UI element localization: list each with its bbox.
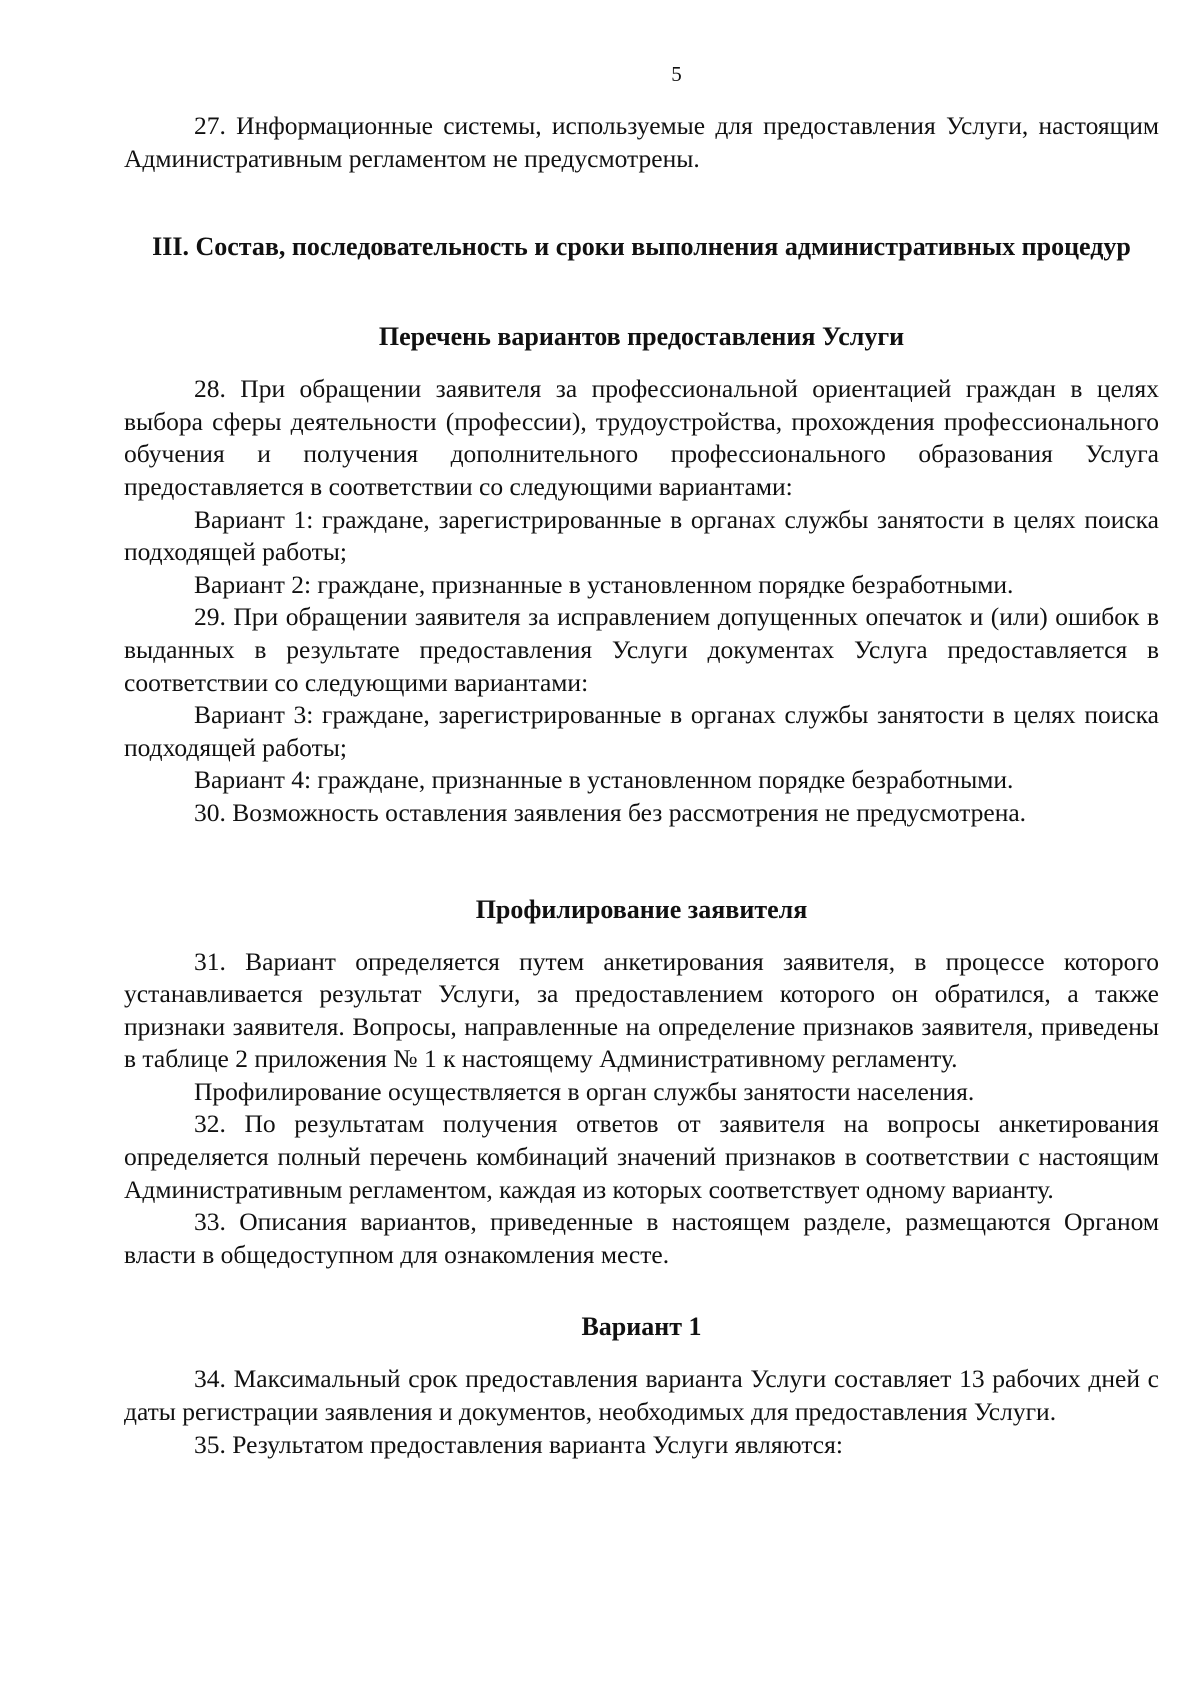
heading-profiling: Профилирование заявителя bbox=[475, 894, 808, 924]
variant-2-item: Вариант 2: граждане, признанные в установленном порядке безработными. bbox=[194, 569, 1014, 599]
paragraph-32: 32. По результатам получения ответов от заявителя на вопросы анкетирования определяется полный перечень комбинаций значений признаков в соответствии с настоящим Административным регламентом, каждая из которых соответствует одному варианту. bbox=[124, 1109, 1159, 1204]
paragraph-27: 27. Информационные системы, используемые для предоставления Услуги, настоящим Административным регламентом не предусмотрены. bbox=[124, 111, 1159, 173]
paragraph-34: 34. Максимальный срок предоставления варианта Услуги составляет 13 рабочих дней с даты регистрации заявления и документов, необходимых для предоставления Услуги. bbox=[124, 1364, 1159, 1427]
paragraph-29: 29. При обращении заявителя за исправлением допущенных опечаток и (или) ошибок в выданных в результате предоставления Услуги документах Услуга предоставляется в соответствии со следующими вариантами: bbox=[124, 602, 1159, 697]
heading-variant-1: Вариант 1 bbox=[581, 1312, 702, 1342]
section-title: III. Состав, последовательность и сроки выполнения административных процедур bbox=[152, 232, 1131, 262]
page-number: 5 bbox=[671, 62, 682, 86]
variant-4-item: Вариант 4: граждане, признанные в установленном порядке безработными. bbox=[194, 765, 1014, 795]
paragraph-28: 28. При обращении заявителя за профессиональной ориентацией граждан в целях выбора сферы деятельности (профессии), трудоустройства, прохождения профессионального обучения и получения дополнительного профессионального образования Услуга предоставляется в соответствии со следующими вариантами: bbox=[124, 374, 1159, 501]
variant-1-item: Вариант 1: граждане, зарегистрированные в органах службы занятости в целях поиска подходящей работы; bbox=[124, 504, 1159, 567]
paragraph-31: 31. Вариант определяется путем анкетирования заявителя, в процессе которого устанавливается результат Услуги, за предоставлением которого он обратился, а также признаки заявителя. Вопросы, направленные на определение признаков заявителя, приведены в таблице 2 приложения № 1 к настоящему Административному регламенту. bbox=[124, 946, 1159, 1074]
paragraph-33: 33. Описания вариантов, приведенные в настоящем разделе, размещаются Органом власти в общедоступном для ознакомления месте. bbox=[124, 1207, 1159, 1269]
paragraph-31-profiling-note: Профилирование осуществляется в орган службы занятости населения. bbox=[194, 1076, 975, 1106]
paragraph-35: 35. Результатом предоставления варианта Услуги являются: bbox=[194, 1429, 843, 1459]
document-page bbox=[124, 62, 1159, 1461]
variant-3-item: Вариант 3: граждане, зарегистрированные в органах службы занятости в целях поиска подходящей работы; bbox=[124, 700, 1159, 762]
paragraph-30: 30. Возможность оставления заявления без рассмотрения не предусмотрена. bbox=[194, 797, 1027, 827]
heading-variants-list: Перечень вариантов предоставления Услуги bbox=[378, 322, 905, 352]
